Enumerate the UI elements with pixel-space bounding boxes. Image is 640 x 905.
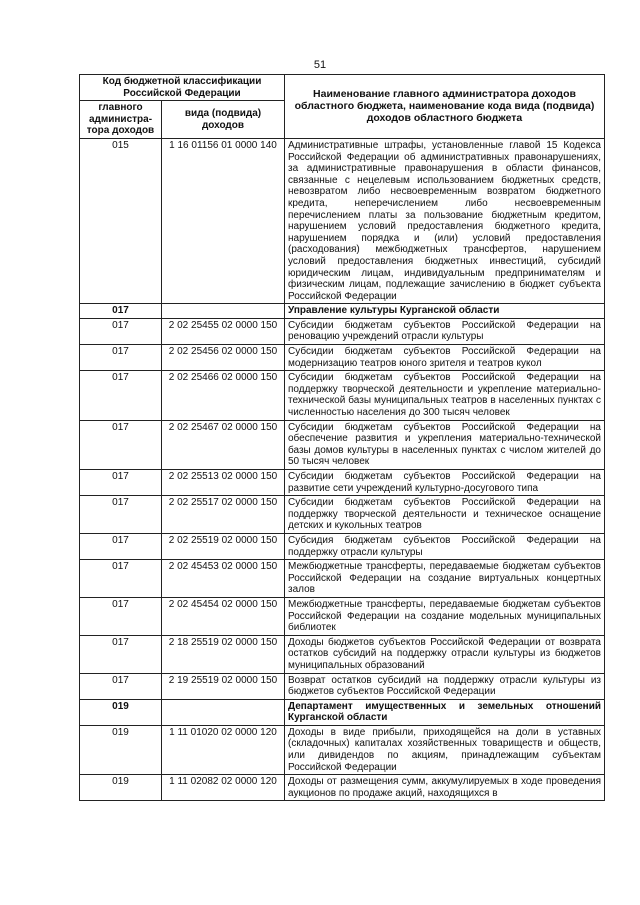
header-admin-column: главного администра-тора доходов: [80, 101, 162, 139]
header-code-column: вида (подвида) доходов: [162, 101, 285, 139]
income-code-cell: 2 02 25456 02 0000 150: [162, 345, 285, 371]
admin-code-cell: 017: [80, 371, 162, 420]
admin-code-cell: 017: [80, 597, 162, 635]
name-cell: Субсидия бюджетам субъектов Российской Федерации на поддержку отрасли культуры: [285, 533, 605, 559]
admin-code-cell: 017: [80, 318, 162, 344]
income-code-cell: 1 11 02082 02 0000 120: [162, 775, 285, 801]
admin-code-cell: 015: [80, 138, 162, 303]
name-cell: Субсидии бюджетам субъектов Российской Федерации на реновацию учреждений отрасли культуры: [285, 318, 605, 344]
admin-code-cell: 017: [80, 304, 162, 319]
income-code-cell: 2 02 45454 02 0000 150: [162, 597, 285, 635]
name-cell: Административные штрафы, установленные главой 15 Кодекса Российской Федерации об административных правонарушениях, за административные правонарушения в области финансов, связанные с нецелевым использованием бюджетных средств, невозвратом либо несвоевременным возвратом бюджетного кредита, неперечислением либо несвоевременным перечислением платы за пользование бюджетным кредитом, нарушением условий предоставления бюджетного кредита, нарушением порядка и (или) условий предоставления (расходования) межбюджетных трансфертов, нарушением условий предоставления бюджетных инвестиций, субсидий юридическим лицам, индивидуальным предпринимателям и физическим лицам, подлежащие зачислению в бюджет субъекта Российской Федерации: [285, 138, 605, 303]
name-cell: Субсидии бюджетам субъектов Российской Федерации на поддержку творческой деятельности и укрепление материально-технической базы муниципальных театров в населенных пунктах с численностью населения до 300 тысяч человек: [285, 371, 605, 420]
page-number: 51: [313, 59, 327, 71]
admin-code-cell: 019: [80, 775, 162, 801]
table-row: [80, 371, 605, 420]
name-cell: Возврат остатков субсидий на поддержку отрасли культуры из бюджетов субъектов Российской Федерации: [285, 673, 605, 699]
income-code-cell: 1 16 01156 01 0000 140: [162, 138, 285, 303]
income-code-cell: 2 19 25519 02 0000 150: [162, 673, 285, 699]
name-cell: Субсидии бюджетам субъектов Российской Федерации на развитие сети учреждений культурно-досугового типа: [285, 470, 605, 496]
table-body: [80, 138, 605, 800]
table-row: [80, 496, 605, 534]
income-code-cell: 2 02 25467 02 0000 150: [162, 420, 285, 469]
admin-code-cell: 017: [80, 673, 162, 699]
income-code-cell: 2 02 25455 02 0000 150: [162, 318, 285, 344]
header-group: Код бюджетной классификации Российской Федерации: [80, 75, 285, 101]
income-code-cell: [162, 304, 285, 319]
income-code-cell: [162, 699, 285, 725]
income-code-cell: 2 18 25519 02 0000 150: [162, 635, 285, 673]
name-cell: Межбюджетные трансферты, передаваемые бюджетам субъектов Российской Федерации на создание виртуальных концертных залов: [285, 560, 605, 598]
income-code-cell: 2 02 45453 02 0000 150: [162, 560, 285, 598]
section-row: [80, 304, 605, 319]
name-cell: Доходы бюджетов субъектов Российской Федерации от возврата остатков субсидий на поддержку отрасли культуры из бюджетов муниципальных образований: [285, 635, 605, 673]
name-cell: Департамент имущественных и земельных отношений Курганской области: [285, 699, 605, 725]
name-cell: Субсидии бюджетам субъектов Российской Федерации на поддержку творческой деятельности и техническое оснащение детских и кукольных театров: [285, 496, 605, 534]
income-code-cell: 1 11 01020 02 0000 120: [162, 725, 285, 774]
admin-code-cell: 019: [80, 699, 162, 725]
admin-code-cell: 017: [80, 420, 162, 469]
name-cell: Субсидии бюджетам субъектов Российской Федерации на обеспечение развития и укрепления материально-технической базы домов культуры в населенных пунктах с числом жителей до 50 тысяч человек: [285, 420, 605, 469]
income-code-cell: 2 02 25513 02 0000 150: [162, 470, 285, 496]
table-row: [80, 725, 605, 774]
admin-code-cell: 017: [80, 533, 162, 559]
admin-code-cell: 017: [80, 635, 162, 673]
table-row: [80, 533, 605, 559]
income-code-cell: 2 02 25466 02 0000 150: [162, 371, 285, 420]
admin-code-cell: 017: [80, 496, 162, 534]
header-name-column: Наименование главного администратора доходов областного бюджета, наименование кода вида (подвида) доходов областного бюджета: [285, 75, 605, 139]
name-cell: Межбюджетные трансферты, передаваемые бюджетам субъектов Российской Федерации на создание модельных муниципальных библиотек: [285, 597, 605, 635]
name-cell: Управление культуры Курганской области: [285, 304, 605, 319]
table-row: [80, 635, 605, 673]
table-row: [80, 318, 605, 344]
table-row: [80, 673, 605, 699]
admin-code-cell: 017: [80, 345, 162, 371]
admin-code-cell: 019: [80, 725, 162, 774]
table-row: [80, 470, 605, 496]
table-row: [80, 420, 605, 469]
table-row: [80, 560, 605, 598]
budget-classification-table: [79, 74, 605, 801]
table-row: [80, 775, 605, 801]
table-row: [80, 138, 605, 303]
table-row: [80, 597, 605, 635]
section-row: [80, 699, 605, 725]
name-cell: Субсидии бюджетам субъектов Российской Федерации на модернизацию театров юного зрителя и театров кукол: [285, 345, 605, 371]
admin-code-cell: 017: [80, 470, 162, 496]
name-cell: Доходы от размещения сумм, аккумулируемых в ходе проведения аукционов по продаже акций, находящихся в: [285, 775, 605, 801]
income-code-cell: 2 02 25519 02 0000 150: [162, 533, 285, 559]
table-row: [80, 345, 605, 371]
admin-code-cell: 017: [80, 560, 162, 598]
income-code-cell: 2 02 25517 02 0000 150: [162, 496, 285, 534]
name-cell: Доходы в виде прибыли, приходящейся на доли в уставных (складочных) капиталах хозяйственных товариществ и обществ, или дивидендов по акциям, принадлежащим субъектам Российской Федерации: [285, 725, 605, 774]
